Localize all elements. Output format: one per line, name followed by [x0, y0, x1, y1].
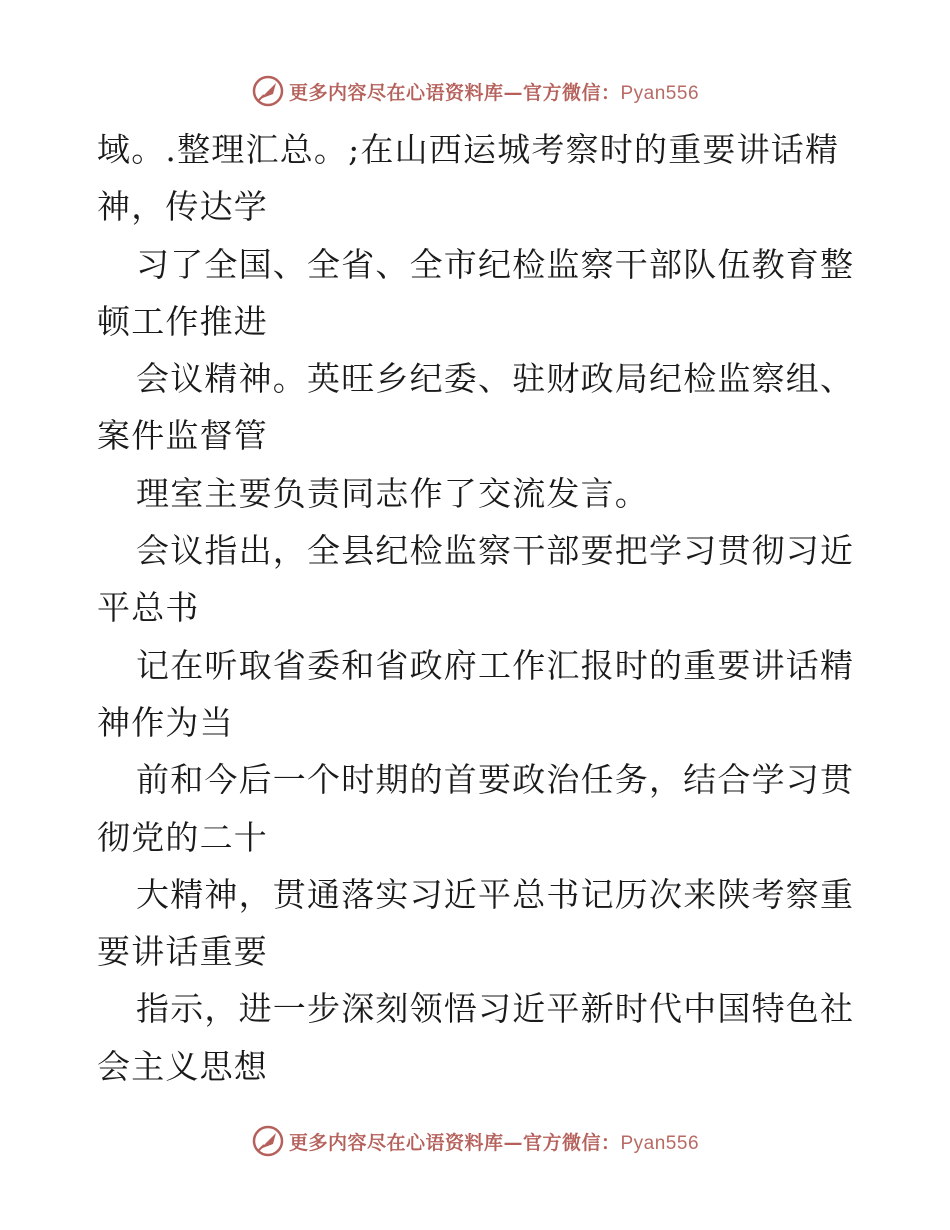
watermark-text: 更多内容尽在心语资料库—官方微信：Pyan556 — [288, 1131, 700, 1154]
footer-watermark — [0, 1121, 950, 1161]
document-body — [97, 121, 867, 1095]
quill-logo-icon — [251, 74, 285, 108]
text-line: 记在听取省委和省政府工作汇报时的重要讲话精 — [136, 645, 855, 685]
text-line: 大精神，贯通落实习近平总书记历次来陕考察重 — [136, 874, 855, 914]
text-line: 指示，进一步深刻领悟习近平新时代中国特色社 — [136, 989, 855, 1029]
text-line: 平总书 — [97, 588, 200, 628]
watermark-text: 更多内容尽在心语资料库—官方微信：Pyan556 — [288, 81, 700, 104]
text-line: 案件监督管 — [97, 416, 268, 456]
quill-logo-icon — [251, 1124, 285, 1158]
text-line: 理室主要负责同志作了交流发言。 — [136, 473, 649, 513]
header-watermark — [0, 71, 950, 111]
text-line: 习了全国、全省、全市纪检监察干部队伍教育整 — [136, 244, 855, 284]
text-line: 要讲话重要 — [97, 932, 268, 972]
text-line: 会议指出，全县纪检监察干部要把学习贯彻习近 — [136, 531, 855, 571]
text-line: 域。.整理汇总。;在山西运城考察时的重要讲话精 — [97, 130, 840, 169]
text-line: 会主义思想 — [97, 1046, 268, 1086]
text-line: 会议精神。英旺乡纪委、驻财政局纪检监察组、 — [136, 359, 855, 399]
text-line: 彻党的二十 — [97, 817, 268, 857]
text-line: 顿工作推进 — [97, 301, 268, 341]
text-line: 神，传达学 — [97, 187, 268, 227]
text-line: 神作为当 — [97, 702, 234, 742]
text-line: 前和今后一个时期的首要政治任务，结合学习贯 — [136, 760, 855, 800]
